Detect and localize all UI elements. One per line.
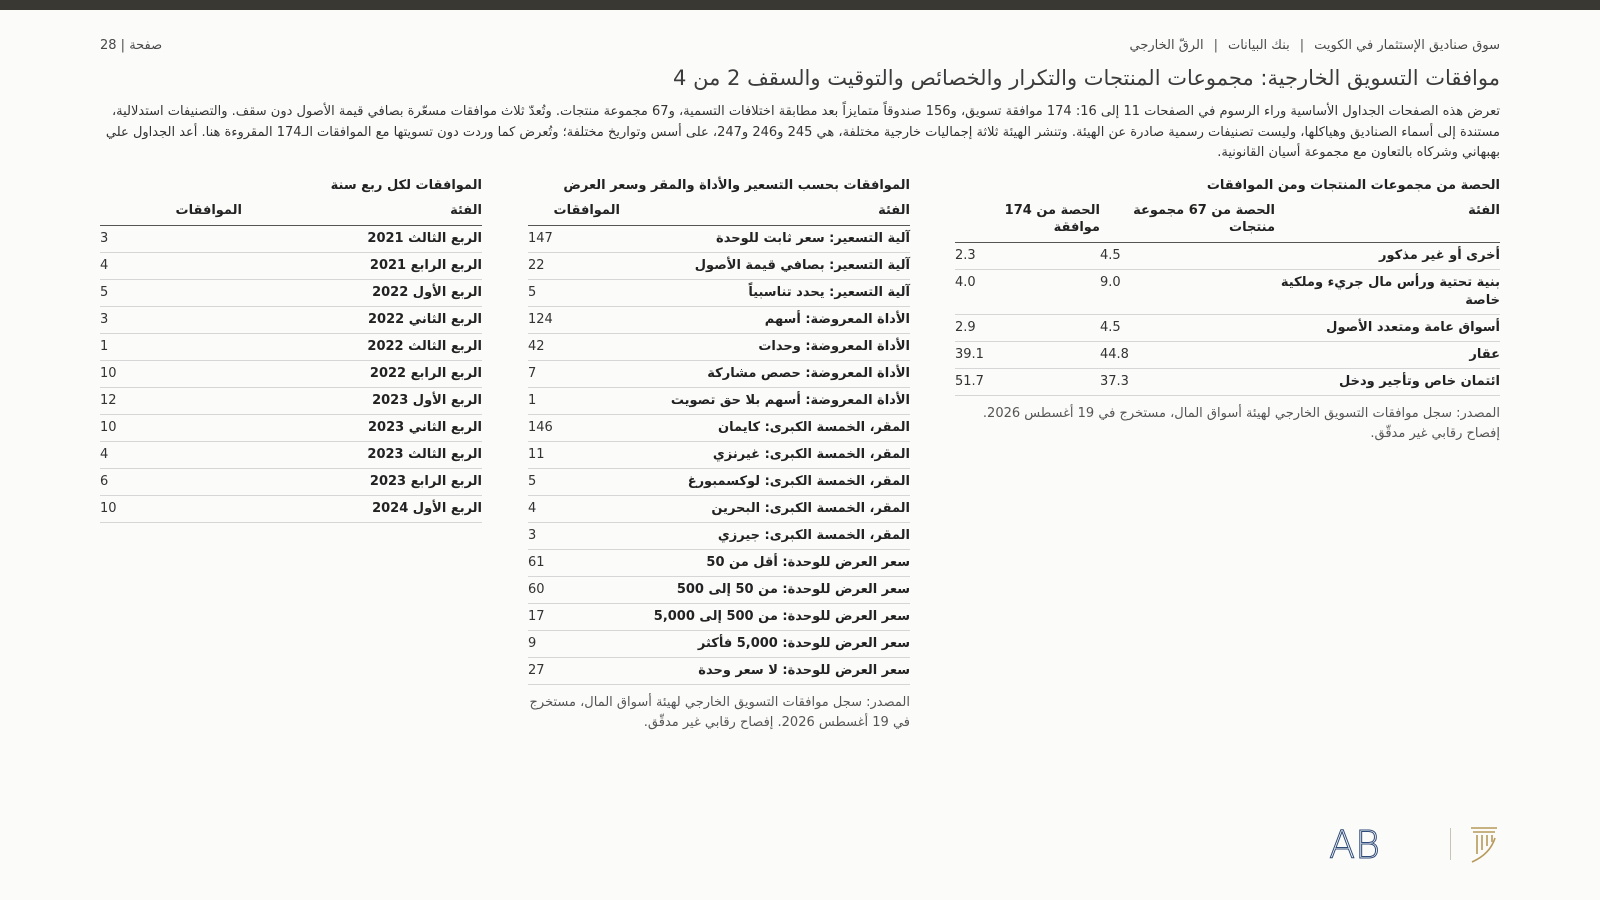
table-row: [955, 270, 1500, 315]
table-row: [100, 307, 482, 334]
value-cell: 51.7: [955, 369, 1100, 396]
category-cell: المقر، الخمسة الكبرى: غيرنزي: [620, 442, 910, 469]
category-cell: الربع الثالث 2022: [242, 334, 482, 361]
category-cell: الربع الرابع 2021: [242, 253, 482, 280]
category-cell: الربع الأول 2024: [242, 496, 482, 523]
table-row: [100, 415, 482, 442]
value-cell: 6: [100, 469, 242, 496]
breadcrumb-separator: |: [1299, 38, 1305, 53]
top-bar: [0, 0, 1600, 10]
breadcrumb-item-databank[interactable]: بنك البيانات: [1227, 38, 1290, 53]
table-row: [528, 226, 910, 253]
value-cell: 9: [528, 631, 620, 658]
table-row: [100, 496, 482, 523]
ab-logo-icon: [1329, 822, 1428, 867]
category-cell: المقر، الخمسة الكبرى: كايمان: [620, 415, 910, 442]
value-cell: 5: [528, 280, 620, 307]
table-row: [100, 226, 482, 253]
category-cell: أسواق عامة ومتعدد الأصول: [1275, 315, 1500, 342]
intro-paragraph: تعرض هذه الصفحات الجداول الأساسية وراء الرسوم في الصفحات 11 إلى 16: 174 موافقة تسويق، و156 صندوقاً متمايزاً بعد مطابقة اختلافات التسمية، و67 مجموعة منتجات. وتُعدّ ثلاث موافقات مسعّرة بصافي قيمة الأصول دون سقف. والتصنيفات استدلالية، مستندة إلى أسماء الصناديق وهياكلها، وليست تصنيفات رسمية صادرة عن الهيئة. وتنشر الهيئة ثلاثة إجماليات خارجية مختلفة، هي 245 و246 و247، على أسس وتواريخ مختلفة؛ وتُعرض كما وردت دون تسويتها مع الموافقات الـ174 المقروءة هنا. أعد الجداول علي بهبهاني وشركاه بالتعاون مع مجموعة أسيان القانونية.: [105, 104, 1500, 160]
logo-divider: [1450, 828, 1451, 860]
value-cell: 22: [528, 253, 620, 280]
table-row: [528, 469, 910, 496]
share-table-source: المصدر: سجل موافقات التسويق الخارجي لهيئة أسواق المال، مستخرج في 19 أغسطس 2026. إفصاح رقابي غير مدقّق.: [982, 406, 1500, 441]
value-cell: 124: [528, 307, 620, 334]
value-cell: 146: [528, 415, 620, 442]
category-cell: سعر العرض للوحدة: لا سعر وحدة: [620, 658, 910, 685]
value-cell: 4.5: [1100, 315, 1275, 342]
page-title: موافقات التسويق الخارجية: مجموعات المنتجات والتكرار والخصائص والتوقيت والسقف 2 من 4: [673, 66, 1500, 90]
table-row: [528, 361, 910, 388]
column-header-approvals: الموافقات: [100, 202, 242, 226]
value-cell: 4: [528, 496, 620, 523]
footer-logos: [1329, 822, 1500, 867]
category-cell: آلية التسعير: بصافي قيمة الأصول: [620, 253, 910, 280]
table-row: [528, 388, 910, 415]
table-row: [528, 442, 910, 469]
value-cell: 60: [528, 577, 620, 604]
pillar-logo-icon: [1468, 824, 1500, 864]
value-cell: 1: [528, 388, 620, 415]
table-row: [955, 315, 1500, 342]
column-header-share-approvals: الحصة من 174 موافقة: [955, 202, 1100, 243]
value-cell: 27: [528, 658, 620, 685]
quarter-table-title: الموافقات لكل ربع سنة: [330, 178, 482, 193]
value-cell: 11: [528, 442, 620, 469]
category-cell: المقر، الخمسة الكبرى: جيرزي: [620, 523, 910, 550]
category-cell: الربع الأول 2023: [242, 388, 482, 415]
value-cell: 147: [528, 226, 620, 253]
category-cell: الربع الثاني 2022: [242, 307, 482, 334]
value-cell: 12: [100, 388, 242, 415]
table-row: [100, 253, 482, 280]
value-cell: 2.9: [955, 315, 1100, 342]
value-cell: 42: [528, 334, 620, 361]
value-cell: 10: [100, 361, 242, 388]
table-row: [528, 307, 910, 334]
value-cell: 61: [528, 550, 620, 577]
category-cell: الربع الرابع 2023: [242, 469, 482, 496]
category-cell: المقر، الخمسة الكبرى: لوكسمبورغ: [620, 469, 910, 496]
column-header-category: الفئة: [1275, 202, 1500, 243]
breadcrumb-separator: |: [1213, 38, 1218, 53]
category-cell: الربع الثالث 2023: [242, 442, 482, 469]
breadcrumb-item-external[interactable]: الرقّ الخارجي: [1129, 38, 1204, 53]
category-cell: سعر العرض للوحدة: أقل من 50: [620, 550, 910, 577]
category-cell: آلية التسعير: سعر ثابت للوحدة: [620, 226, 910, 253]
pricing-table-source: المصدر: سجل موافقات التسويق الخارجي لهيئة أسواق المال، مستخرج في 19 أغسطس 2026. إفصاح رقابي غير مدقّق.: [529, 695, 910, 730]
table-row: [528, 334, 910, 361]
value-cell: 2.3: [955, 243, 1100, 270]
table-row: [100, 334, 482, 361]
value-cell: 4.5: [1100, 243, 1275, 270]
value-cell: 39.1: [955, 342, 1100, 369]
share-table-block: [955, 178, 1500, 444]
quarter-table-block: [100, 178, 482, 523]
column-header-category: الفئة: [620, 202, 910, 226]
breadcrumb: [1130, 38, 1500, 53]
column-header-share-groups: الحصة من 67 مجموعة منتجات: [1100, 202, 1275, 243]
value-cell: 3: [100, 307, 242, 334]
category-cell: الربع الرابع 2022: [242, 361, 482, 388]
table-row: [528, 658, 910, 685]
table-row: [100, 442, 482, 469]
value-cell: 44.8: [1100, 342, 1275, 369]
value-cell: 3: [100, 226, 242, 253]
pricing-table-title: الموافقات بحسب التسعير والأداة والمقر وسعر العرض: [563, 178, 910, 193]
column-header-approvals: الموافقات: [528, 202, 620, 226]
value-cell: 17: [528, 604, 620, 631]
table-row: [528, 253, 910, 280]
category-cell: الأداة المعروضة: وحدات: [620, 334, 910, 361]
table-row: [528, 550, 910, 577]
table-row: [528, 604, 910, 631]
value-cell: 7: [528, 361, 620, 388]
category-cell: الأداة المعروضة: أسهم بلا حق تصويت: [620, 388, 910, 415]
table-row: [528, 631, 910, 658]
category-cell: الأداة المعروضة: أسهم: [620, 307, 910, 334]
value-cell: 3: [528, 523, 620, 550]
pricing-table: [528, 202, 910, 685]
value-cell: 5: [528, 469, 620, 496]
category-cell: آلية التسعير: يحدد تناسبياً: [620, 280, 910, 307]
category-cell: أخرى أو غير مذكور: [1275, 243, 1500, 270]
table-row: [528, 280, 910, 307]
svg-text:AB: AB: [1329, 823, 1380, 867]
share-table-title: الحصة من مجموعات المنتجات ومن الموافقات: [1206, 178, 1500, 193]
category-cell: الربع الثاني 2023: [242, 415, 482, 442]
category-cell: سعر العرض للوحدة: من 50 إلى 500: [620, 577, 910, 604]
category-cell: سعر العرض للوحدة: من 500 إلى 5,000: [620, 604, 910, 631]
category-cell: سعر العرض للوحدة: 5,000 فأكثر: [620, 631, 910, 658]
value-cell: 9.0: [1100, 270, 1275, 315]
table-row: [528, 577, 910, 604]
value-cell: 37.3: [1100, 369, 1275, 396]
table-row: [100, 361, 482, 388]
share-table: [955, 202, 1500, 396]
category-cell: الربع الثالث 2021: [242, 226, 482, 253]
category-cell: المقر، الخمسة الكبرى: البحرين: [620, 496, 910, 523]
category-cell: بنية تحتية ورأس مال جريء وملكية خاصة: [1275, 270, 1500, 315]
table-row: [955, 369, 1500, 396]
value-cell: 10: [100, 496, 242, 523]
table-row: [528, 496, 910, 523]
page-header: [100, 38, 1500, 58]
page-number: صفحة | 28: [100, 38, 163, 53]
value-cell: 4.0: [955, 270, 1100, 315]
value-cell: 4: [100, 253, 242, 280]
category-cell: ائتمان خاص وتأجير ودخل: [1275, 369, 1500, 396]
table-row: [955, 342, 1500, 369]
value-cell: 5: [100, 280, 242, 307]
table-row: [955, 243, 1500, 270]
value-cell: 10: [100, 415, 242, 442]
category-cell: الأداة المعروضة: حصص مشاركة: [620, 361, 910, 388]
pricing-table-block: [528, 178, 910, 733]
table-row: [100, 469, 482, 496]
table-row: [528, 523, 910, 550]
category-cell: عقار: [1275, 342, 1500, 369]
table-row: [100, 388, 482, 415]
column-header-category: الفئة: [242, 202, 482, 226]
table-row: [528, 415, 910, 442]
category-cell: الربع الأول 2022: [242, 280, 482, 307]
quarter-table: [100, 202, 482, 523]
value-cell: 4: [100, 442, 242, 469]
table-row: [100, 280, 482, 307]
value-cell: 1: [100, 334, 242, 361]
breadcrumb-item-market[interactable]: سوق صناديق الإستثمار في الكويت: [1314, 38, 1500, 53]
